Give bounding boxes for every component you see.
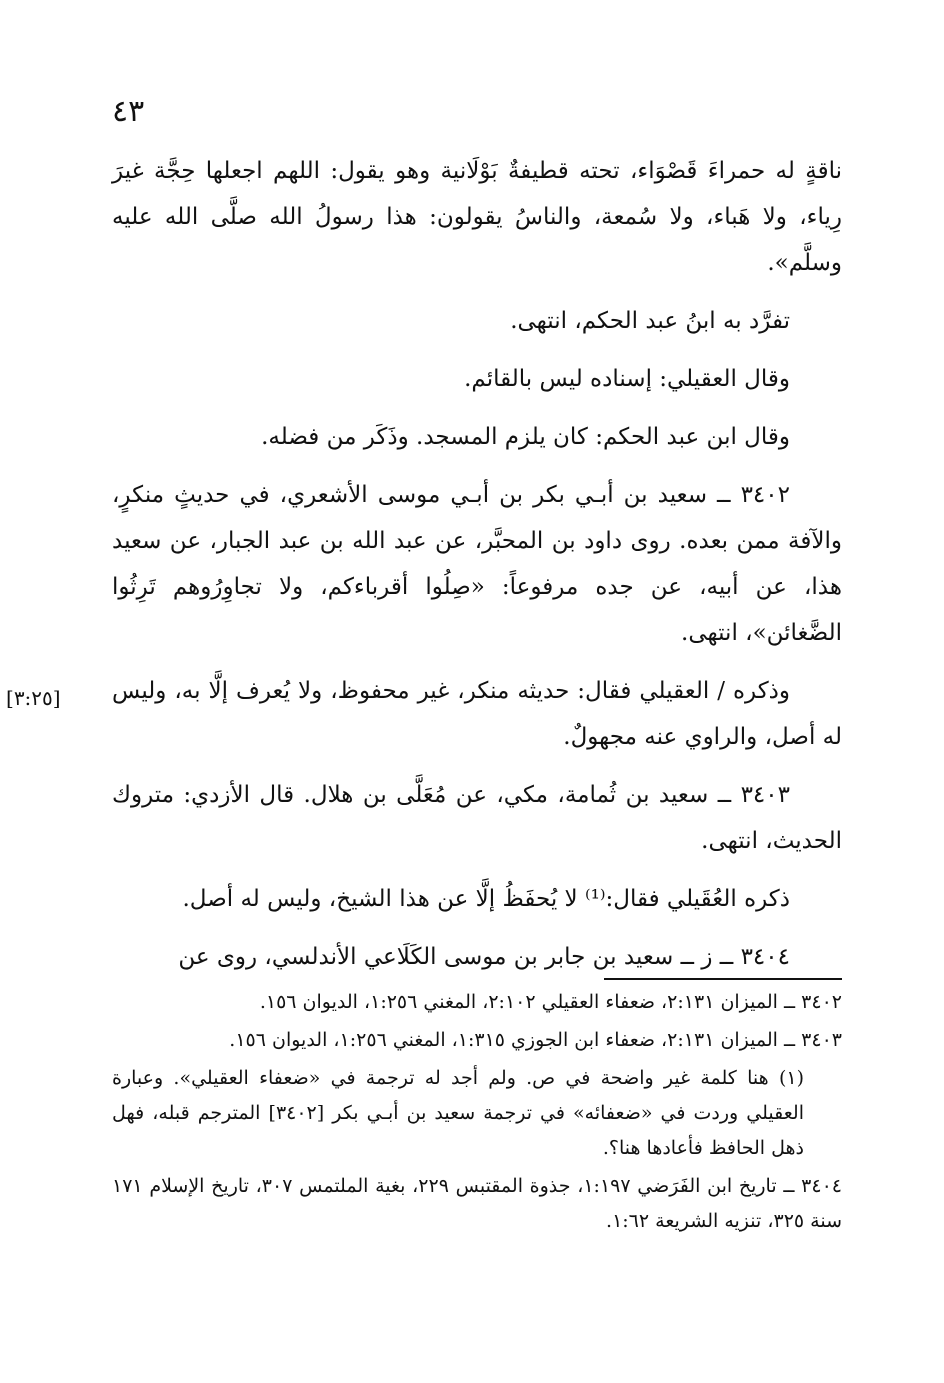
footnote-3402: ٣٤٠٢ ــ الميزان ٢:١٣١، ضعفاء العقيلي ٢:١٠٢، المغني ١:٢٥٦، الديوان ١٥٦.	[259, 991, 842, 1013]
entry-3404: ٣٤٠٤ ــ ز ــ سعيد بن جابر بن موسى الكَلَاعي الأندلسي، روى عن	[178, 944, 790, 970]
main-text	[112, 148, 842, 992]
margin-volume-page-reference: [٣:٢٥]	[6, 686, 61, 710]
paragraph-uqayli-isnad: وقال العقيلي: إسناده ليس بالقائم.	[464, 366, 790, 392]
paragraph-ibn-abd-al-hakam-masjid: وقال ابن عبد الحكم: كان يلزم المسجد. وذَكَر من فضله.	[261, 424, 790, 450]
entry-3402: ٣٤٠٢ ــ سعيد بن أبـي بكر بن أبـي موسى الأشعري، في حديثٍ منكرٍ، والآفة ممن بعده. روى داود بن المحبَّر، عن عبد الله بن عبد الجبار، عن سعيد هذا، عن أبيه، عن جده مرفوعاً: «صِلُوا أقرباءكم، ولا تجاوِرُوهم تَرِثُوا الضَّغائن»، انتهى.	[112, 482, 842, 646]
page-number: ٤٣	[112, 94, 145, 129]
footnote-3404: ٣٤٠٤ ــ تاريخ ابن الفَرَضي ١:١٩٧، جذوة المقتبس ٢٢٩، بغية الملتمس ٣٠٧، تاريخ الإسلام ١٧١ سنة ٣٢٥، تنزيه الشريعة ١:٦٢.	[112, 1175, 842, 1232]
footnotes	[112, 985, 842, 1242]
paragraph-hadith-end: ناقةٍ له حمراءَ قَصْوَاء، تحته قطيفةٌ بَوْلَانية وهو يقول: اللهم اجعلها حِجَّة غيرَ رِياء، ولا هَباء، ولا سُمعة، والناسُ يقولون: هذا رسولُ الله صلَّى الله عليه وسلَّم».	[112, 158, 842, 276]
footnote-1: (١) هنا كلمة غير واضحة في ص. ولم أجد له ترجمة في «ضعفاء العقيلي». وعبارة العقيلي وردت في «ضعفائه» في ترجمة سعيد بن أبـي بكر [٣٤٠٢] المترجم قبله، فهل ذهل الحافظ فأعادها هنا؟.	[112, 1067, 804, 1159]
paragraph-uqayli-on-3403: ذكره العُقَيلي فقال:⁽¹⁾ لا يُحفَظُ إلَّا عن هذا الشيخ، وليس له أصل.	[182, 886, 790, 912]
entry-3403: ٣٤٠٣ ــ سعيد بن ثُمامة، مكي، عن مُعَلَّى بن هلال. قال الأزدي: متروك الحديث، انتهى.	[112, 782, 842, 854]
footnote-separator	[604, 978, 842, 980]
paragraph-uqayli-on-3402: وذكره / العقيلي فقال: حديثه منكر، غير محفوظ، ولا يُعرف إلَّا به، وليس له أصل، والراوي عنه مجهولٌ.	[112, 678, 842, 750]
footnote-3403: ٣٤٠٣ ــ الميزان ٢:١٣١، ضعفاء ابن الجوزي ١:٣١٥، المغني ١:٢٥٦، الديوان ١٥٦.	[229, 1029, 842, 1051]
paragraph-ibn-abd-al-hakam-note: تفرَّد به ابنُ عبد الحكم، انتهى.	[510, 308, 790, 334]
